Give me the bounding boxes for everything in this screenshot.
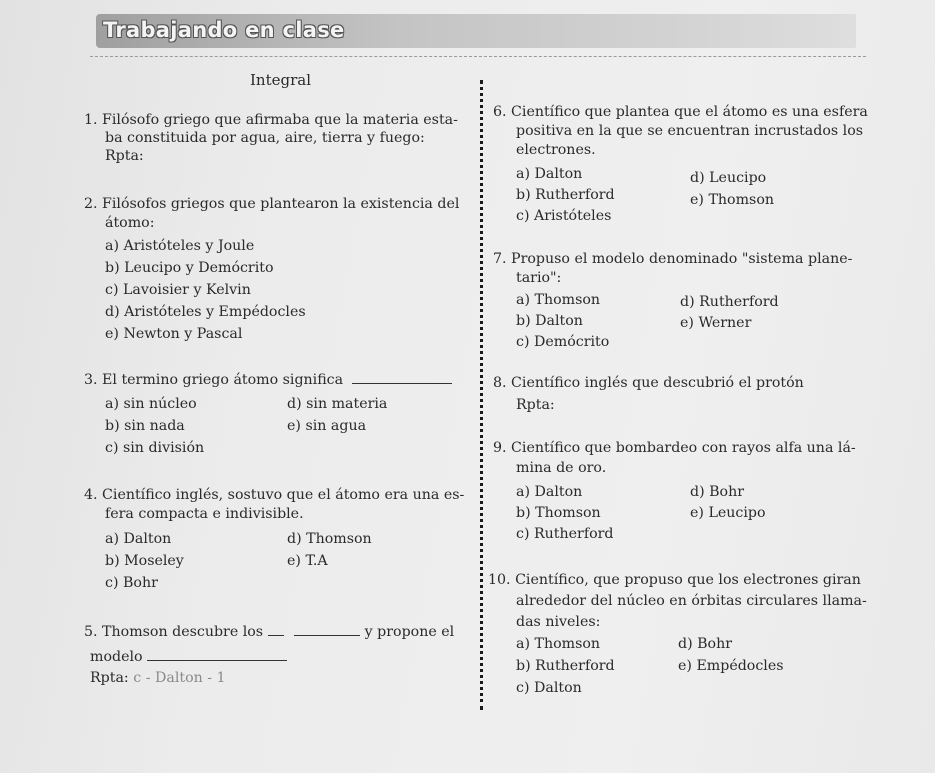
q10-line2: alrededor del núcleo en órbitas circulares llama- xyxy=(516,593,867,609)
q3-line1: 3. El termino griego átomo significa xyxy=(84,372,344,388)
q9-option-a: a) Dalton xyxy=(516,484,583,500)
q9-line1: 9. Científico que bombardeo con rayos alfa una lá- xyxy=(493,440,856,456)
q9-option-e: e) Leucipo xyxy=(690,505,766,521)
q7-line1: 7. Propuso el modelo denominado "sistema plane- xyxy=(493,251,853,267)
q9-line2: mina de oro. xyxy=(516,460,607,476)
q8-line1: 8. Científico inglés que descubrió el protón xyxy=(493,375,804,391)
q10-option-e: e) Empédocles xyxy=(678,658,784,674)
q1-line1: 1. Filósofo griego que afirmaba que la materia esta- xyxy=(84,112,458,128)
q7-option-a: a) Thomson xyxy=(516,292,601,308)
q7-option-e: e) Werner xyxy=(680,315,752,331)
q10-option-c: c) Dalton xyxy=(516,680,582,696)
q2-option-e: e) Newton y Pascal xyxy=(105,326,243,342)
q5-model-blank[interactable] xyxy=(147,648,287,661)
q9-option-d: d) Bohr xyxy=(690,484,745,500)
q7-option-b: b) Dalton xyxy=(516,313,583,329)
q6-line2: positiva en la que se encuentran incrustados los xyxy=(516,123,864,139)
q6-option-a: a) Dalton xyxy=(516,166,583,182)
q2-option-b: b) Leucipo y Demócrito xyxy=(105,260,274,276)
q3-option-a: a) sin núcleo xyxy=(105,396,197,412)
q3-option-c: c) sin división xyxy=(105,440,205,456)
q5-line1-mid: y propone el xyxy=(364,624,455,640)
q6-line3: electrones. xyxy=(516,142,596,158)
q10-line1: 10. Científico, que propuso que los electrones giran xyxy=(488,572,861,588)
q4-line1: 4. Científico inglés, sostuvo que el átomo era una es- xyxy=(84,487,465,503)
q5-line1-start: 5. Thomson descubre los xyxy=(84,624,264,640)
q10-line3: das niveles: xyxy=(516,614,601,630)
q2-line1: 2. Filósofos griegos que plantearon la existencia del xyxy=(84,196,460,212)
q5-blank-2[interactable] xyxy=(294,623,360,636)
q3-answer-blank[interactable] xyxy=(352,371,452,384)
q6-line1: 6. Científico que plantea que el átomo es una esfera xyxy=(493,104,868,120)
q8-answer-label: Rpta: xyxy=(516,397,555,413)
q10-option-a: a) Thomson xyxy=(516,636,601,652)
page-title: Trabajando en clase xyxy=(103,18,345,42)
q10-option-d: d) Bohr xyxy=(678,636,733,652)
q2-option-c: c) Lavoisier y Kelvin xyxy=(105,282,251,298)
q1-line2: ba constituida por agua, aire, tierra y fuego: xyxy=(105,130,425,146)
q6-option-b: b) Rutherford xyxy=(516,187,615,203)
q5-line1 xyxy=(84,623,454,641)
q2-line2: átomo: xyxy=(105,215,155,231)
q9-option-c: c) Rutherford xyxy=(516,526,614,542)
q3-option-b: b) sin nada xyxy=(105,418,185,434)
q4-line2: fera compacta e indivisible. xyxy=(105,506,304,522)
q6-option-e: e) Thomson xyxy=(690,192,774,208)
q10-option-b: b) Rutherford xyxy=(516,658,615,674)
q4-option-c: c) Bohr xyxy=(105,575,158,591)
header-divider xyxy=(90,56,866,57)
q3-option-e: e) sin agua xyxy=(287,418,367,434)
q9-option-b: b) Thomson xyxy=(516,505,601,521)
column-separator xyxy=(480,80,483,710)
q3-option-d: d) sin materia xyxy=(287,396,388,412)
q5-answer-faint: c - Dalton - 1 xyxy=(133,670,226,686)
q7-option-d: d) Rutherford xyxy=(680,294,779,310)
q6-option-c: c) Aristóteles xyxy=(516,208,612,224)
q7-line2: tario": xyxy=(516,270,562,286)
q4-option-a: a) Dalton xyxy=(105,531,172,547)
q1-answer-label: Rpta: xyxy=(105,148,144,164)
q4-option-d: d) Thomson xyxy=(287,531,372,547)
q6-option-d: d) Leucipo xyxy=(690,170,767,186)
q2-option-d: d) Aristóteles y Empédocles xyxy=(105,304,306,320)
section-heading: Integral xyxy=(250,71,312,89)
q3-line xyxy=(84,371,452,389)
q7-option-c: c) Demócrito xyxy=(516,334,610,350)
q2-option-a: a) Aristóteles y Joule xyxy=(105,238,255,254)
q5-answer xyxy=(90,670,226,687)
q5-line2 xyxy=(90,648,287,666)
q4-option-b: b) Moseley xyxy=(105,553,184,569)
q4-option-e: e) T.A xyxy=(287,553,328,569)
q5-answer-label: Rpta: xyxy=(90,670,129,686)
q5-blank-1[interactable] xyxy=(268,623,284,636)
q5-model-label: modelo xyxy=(90,649,143,665)
